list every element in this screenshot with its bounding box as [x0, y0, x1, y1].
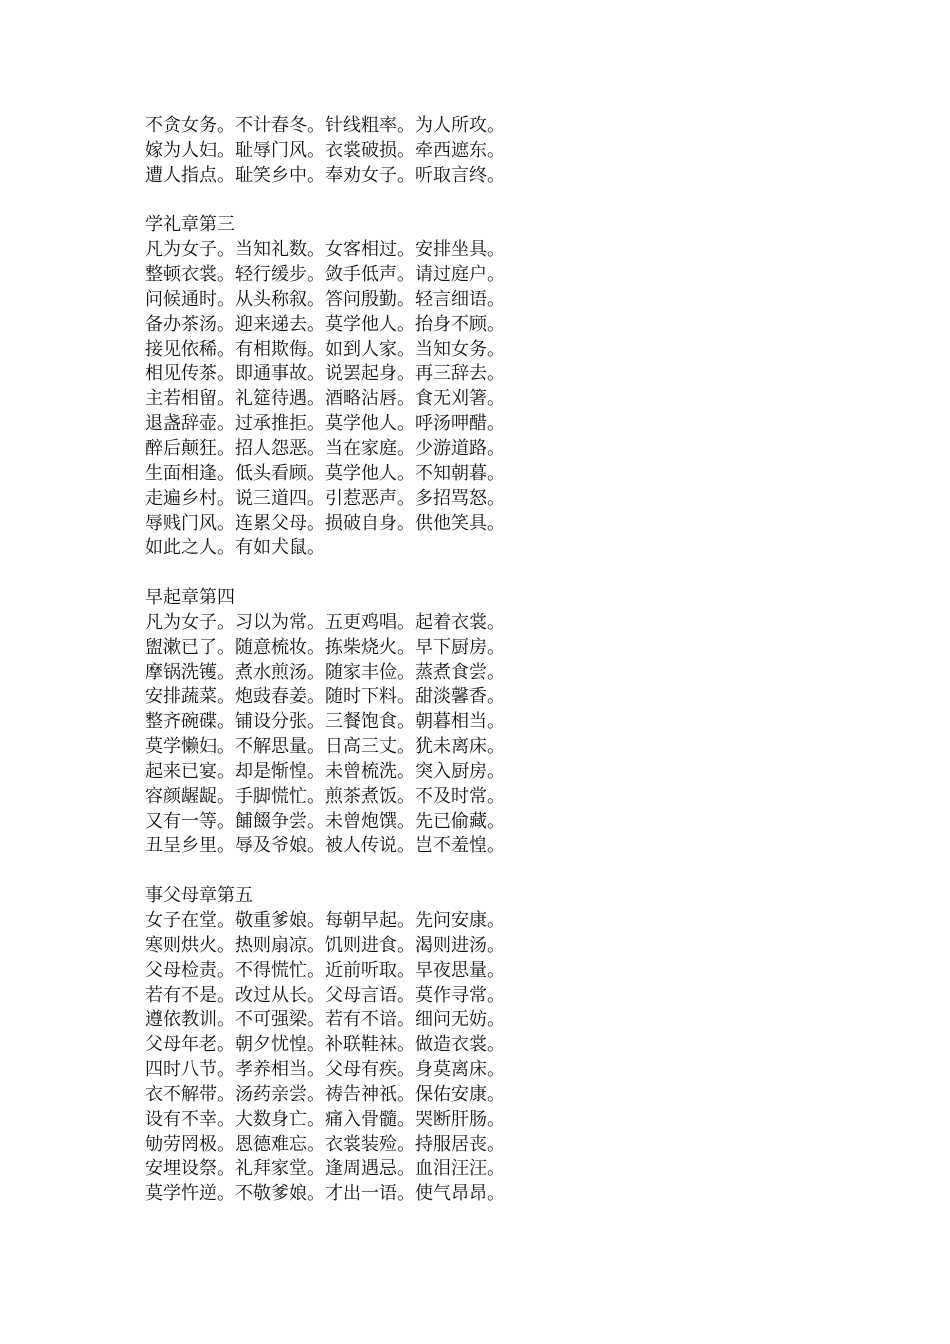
- text-line: 容颜龌龊。手脚慌忙。煎茶煮饭。不及时常。: [145, 785, 505, 807]
- text-line: 女子在堂。敬重爹娘。每朝早起。先问安康。: [145, 910, 505, 931]
- text-line: 寒则烘火。热则扇凉。饥则进食。渴则进汤。: [145, 934, 505, 956]
- text-line: 退盏辞壶。过承推拒。莫学他人。呼汤呷醋。: [145, 413, 505, 435]
- text-line: 安埋设祭。礼拜家堂。逢周遇忌。血泪汪汪。: [145, 1158, 505, 1180]
- text-line: 若有不是。改过从长。父母言语。莫作寻常。: [145, 984, 505, 1006]
- text-line: 莫学懒妇。不解思量。日高三丈。犹未离床。: [145, 736, 505, 758]
- section-zaoqi: [145, 586, 845, 859]
- text-line: 父母检责。不得慌忙。近前听取。早夜思量。: [145, 959, 505, 981]
- section-title: 学礼章第三: [145, 214, 235, 236]
- text-line: 不贪女务。不计春冬。针线粗率。为人所攻。: [145, 115, 505, 136]
- section-title: 事父母章第五: [145, 885, 253, 907]
- text-line: 安排蔬菜。炮豉春姜。随时下料。甜淡馨香。: [145, 686, 505, 708]
- text-line: 父母年老。朝夕忧惶。补联鞋袜。做造衣裳。: [145, 1034, 505, 1056]
- paragraph-gap: [145, 859, 845, 884]
- text-line: 起来已宴。却是惭惶。未曾梳洗。突入厨房。: [145, 760, 505, 782]
- section-shifumu: [145, 884, 845, 1207]
- text-line: 相见传茶。即通事故。说罢起身。再三辞去。: [145, 363, 505, 385]
- paragraph-gap: [145, 561, 845, 586]
- text-line: 如此之人。有如犬鼠。: [145, 537, 325, 559]
- text-line: 备办茶汤。迎来递去。莫学他人。抬身不顾。: [145, 313, 505, 335]
- text-line: 劬劳罔极。恩德难忘。衣裳装殓。持服居丧。: [145, 1133, 505, 1155]
- text-line: 设有不幸。大数身亡。痛入骨髓。哭断肝肠。: [145, 1108, 505, 1130]
- text-line: 整顿衣裳。轻行缓步。敛手低声。请过庭户。: [145, 264, 505, 286]
- text-line: 凡为女子。当知礼数。女客相过。安排坐具。: [145, 239, 505, 261]
- section-title: 早起章第四: [145, 587, 235, 609]
- text-line: 摩锅洗镬。煮水煎汤。随家丰俭。蒸煮食尝。: [145, 661, 505, 683]
- text-line: 四时八节。孝养相当。父母有疾。身莫离床。: [145, 1059, 505, 1081]
- section-xueli: [145, 213, 845, 561]
- text-line: 接见依稀。有相欺侮。如到人家。当知女务。: [145, 338, 505, 360]
- text-line: 又有一等。餔餟争尝。未曾炮馔。先已偷藏。: [145, 810, 505, 832]
- text-line: 走遍乡村。说三道四。引惹恶声。多招骂怒。: [145, 487, 505, 509]
- prev-section-tail: [145, 114, 845, 189]
- text-line: 盥漱已了。随意梳妆。拣柴烧火。早下厨房。: [145, 636, 505, 658]
- text-line: 凡为女子。习以为常。五更鸡唱。起着衣裳。: [145, 611, 505, 633]
- text-line: 主若相留。礼筵待遇。酒略沾唇。食无刈箸。: [145, 388, 505, 410]
- text-line: 生面相逢。低头看顾。莫学他人。不知朝暮。: [145, 462, 505, 484]
- text-line: 衣不解带。汤药亲尝。祷告神祇。保佑安康。: [145, 1083, 505, 1105]
- text-line: 嫁为人妇。耻辱门风。衣裳破损。牵西遮东。: [145, 139, 505, 161]
- text-body: [145, 114, 845, 1207]
- text-line: 问候通时。从头称叙。答问殷勤。轻言细语。: [145, 288, 505, 310]
- paragraph-gap: [145, 189, 845, 214]
- text-line: 遵依教训。不可强梁。若有不谙。细问无妨。: [145, 1009, 505, 1031]
- text-line: 辱贱门风。连累父母。损破自身。供他笑具。: [145, 512, 505, 534]
- text-line: 莫学忤逆。不敬爹娘。才出一语。使气昂昂。: [145, 1183, 505, 1205]
- text-line: 整齐碗碟。铺设分张。三餐饱食。朝暮相当。: [145, 711, 505, 733]
- text-line: 遭人指点。耻笑乡中。奉劝女子。听取言终。: [145, 164, 505, 186]
- text-line: 醉后颠狂。招人怨恶。当在家庭。少游道路。: [145, 437, 505, 459]
- text-line: 丑呈乡里。辱及爷娘。被人传说。岂不羞惶。: [145, 835, 505, 857]
